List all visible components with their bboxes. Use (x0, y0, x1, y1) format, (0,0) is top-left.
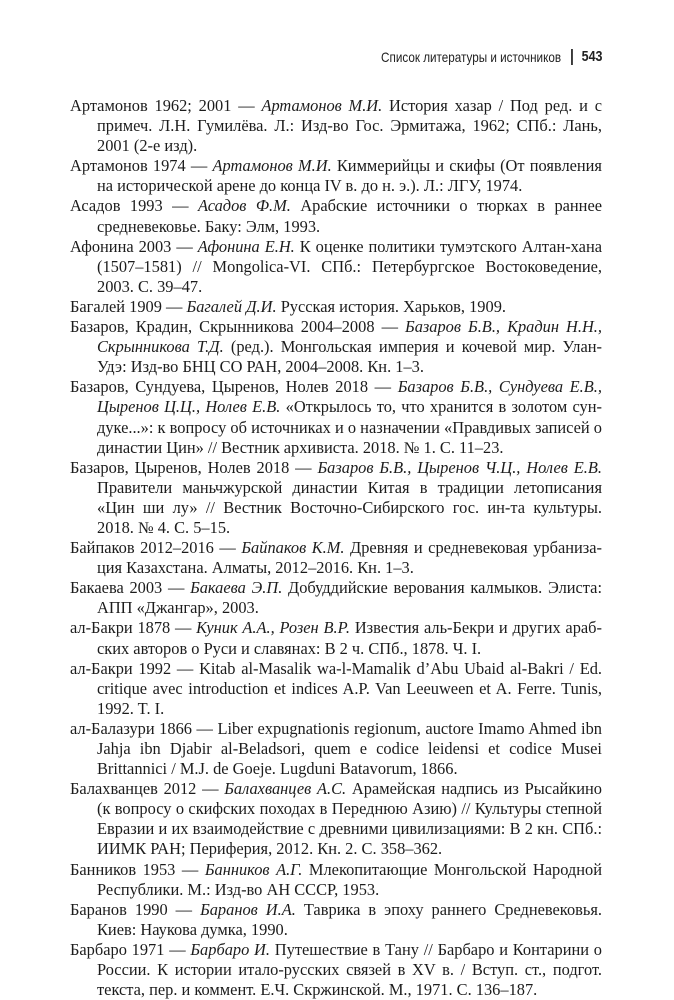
entry-text: Kitab al-Masalik wa-l-Mamalik d’Abu Ubaid al-Bakri / Ed. critique avec introduction et indices A.P. Van Leeuween et A. Ferre. Tunis, 1992. T. I. (97, 658, 602, 718)
entry-text: Правители маньчжурской династии Китая в традиции летописания «Цин ши лу» // Вестник Восточно-Сибирского гос. ин-та культуры. 2018. № 4. С. 5–15. (97, 477, 602, 537)
entry-key: ал-Бакри 1878 — (70, 618, 192, 638)
entry-text: Киммерийцы и скифы (От появления на исторической арене до конца IV в. до н. э.). Л.: ЛГУ, 1974. (97, 156, 602, 196)
entry-authors: Барбаро И. (190, 939, 270, 959)
entry-key: Банников 1953 — (70, 859, 199, 879)
entry-text: Млекопитающие Монгольской Народной Республики. М.: Изд-во АН СССР, 1953. (97, 859, 602, 899)
entry-text: К оценке политики тумэтского Алтан-хана (1507–1581) // Mongolica-VI. СПб.: Петербургское Востоковедение, 2003. С. 39–47. (97, 236, 602, 296)
bibliography-entry (70, 96, 602, 156)
entry-authors: Базаров Б.В., Крадин Н.Н., Скрынникова Т.Д. (97, 317, 602, 357)
page-number: 543 (581, 49, 602, 65)
entry-text: Древняя и средневековая урбанизация Казахстана. Алматы, 2012–2016. Кн. 1–3. (97, 538, 602, 578)
entry-text: Добуддийские верования калмыков. Элиста: АПП «Джангар», 2003. (97, 578, 602, 618)
header-separator (571, 49, 573, 65)
bibliography-entry (70, 156, 602, 196)
entry-text: Таврика в эпоху раннего Средневековья. Киев: Наукова думка, 1990. (97, 899, 602, 939)
section-title: Список литературы и источников (380, 49, 561, 65)
entry-key: Багалей 1909 — (70, 296, 183, 316)
bibliography-list (70, 96, 602, 1000)
bibliography-entry (70, 578, 602, 618)
bibliography-entry (70, 779, 602, 859)
bibliography-entry (70, 860, 602, 900)
entry-authors: Баранов И.А. (200, 899, 296, 919)
entry-key: Асадов 1993 — (70, 196, 189, 216)
entry-authors: Банников А.Г. (204, 859, 303, 879)
entry-key: Базаров, Сундуева, Цыренов, Нолев 2018 — (70, 377, 392, 397)
entry-text: История хазар / Под ред. и с примеч. Л.Н. Гумилёва. Л.: Изд-во Гос. Эрмитажа, 1962; СПб.: Лань, 2001 (2-е изд). (97, 96, 602, 156)
entry-authors: Багалей Д.И. (186, 296, 277, 316)
bibliography-entry (70, 719, 602, 779)
entry-key: Барбаро 1971 — (70, 939, 186, 959)
entry-text: «Открылось то, что хранится в золотом сундуке...»: к вопросу об источниках и о назначении «Правдивых записей о династии Цин» // Вестник архивиста. 2018. № 1. С. 11–23. (97, 397, 602, 457)
entry-key: Баранов 1990 — (70, 899, 193, 919)
entry-key: Артамонов 1962; 2001 — (70, 96, 255, 115)
entry-authors: Артамонов М.И. (261, 96, 383, 115)
entry-key: Бакаева 2003 — (70, 578, 185, 598)
entry-text: Liber expugnationis regionum, auctore Imamo Ahmed ibn Jahja ibn Djabir al-Beladsori, quem e codice leidensi et codice Musei Brittannici / M.J. de Goeje. Lugduni Batavorum, 1866. (97, 718, 602, 779)
entry-key: ал-Бакри 1992 — (70, 658, 194, 678)
entry-key: Базаров, Цыренов, Нолев 2018 — (70, 457, 312, 477)
bibliography-entry (70, 237, 602, 297)
entry-authors: Асадов Ф.М. (197, 196, 291, 216)
entry-authors: Афонина Е.Н. (197, 236, 295, 256)
entry-text: Путешествие в Тану // Барбаро и Контарини о России. К истории итало-русских связей в XV в. / Вступ. ст., подгот. текста, пер. и коммент. Е.Ч. Скржинской. М., 1971. С. 136–187. (97, 939, 602, 1000)
entry-key: Байпаков 2012–2016 — (70, 538, 236, 558)
entry-text: Русская история. Харьков, 1909. (280, 296, 506, 316)
entry-authors: Базаров Б.В., Сундуева Е.В., Цыренов Ц.Ц., Нолев Е.В. (97, 377, 602, 417)
entry-key: Афонина 2003 — (70, 236, 193, 256)
bibliography-entry (70, 538, 602, 578)
entry-authors: Артамонов М.И. (212, 156, 332, 176)
bibliography-entry (70, 618, 602, 658)
bibliography-entry (70, 659, 602, 719)
entry-authors: Базаров Б.В., Цыренов Ч.Ц., Нолев Е.В. (317, 457, 602, 477)
entry-key: Артамонов 1974 — (70, 156, 208, 176)
entry-key: Базаров, Крадин, Скрынникова 2004–2008 — (70, 317, 398, 337)
entry-text: (ред.). Монгольская империя и кочевой мир. Улан-Удэ: Изд-во БНЦ СО РАН, 2004–2008. Кн. 1–3. (97, 337, 602, 377)
entry-text: Арабские источники о тюрках в раннее средневековье. Баку: Элм, 1993. (97, 196, 603, 236)
bibliography-entry (70, 900, 602, 940)
entry-authors: Балахванцев А.С. (224, 779, 347, 799)
entry-text: Арамейская надпись из Рысайкино (к вопросу о скифских походах в Переднюю Азию) // Культуры степной Евразии и их взаимодействие с древними цивилизациями: В 2 кн. СПб.: ИИМК РАН; Периферия, 2012. Кн. 2. С. 358–362. (97, 779, 602, 859)
bibliography-entry (70, 458, 602, 538)
entry-key: Балахванцев 2012 — (70, 779, 219, 799)
running-head (381, 49, 602, 65)
bibliography-entry (70, 377, 602, 457)
entry-authors: Куник А.А., Розен В.Р. (196, 618, 351, 638)
entry-authors: Бакаева Э.П. (190, 578, 283, 598)
entry-authors: Байпаков К.М. (241, 538, 345, 558)
bibliography-entry (70, 940, 602, 1000)
bibliography-entry (70, 196, 602, 236)
bibliography-entry (70, 297, 602, 317)
entry-key: ал-Балазури 1866 — (70, 718, 213, 738)
entry-text: Известия аль-Бекри и других арабских авторов о Руси и славянах: В 2 ч. СПб., 1878. Ч. I. (97, 618, 602, 658)
bibliography-entry (70, 317, 602, 377)
